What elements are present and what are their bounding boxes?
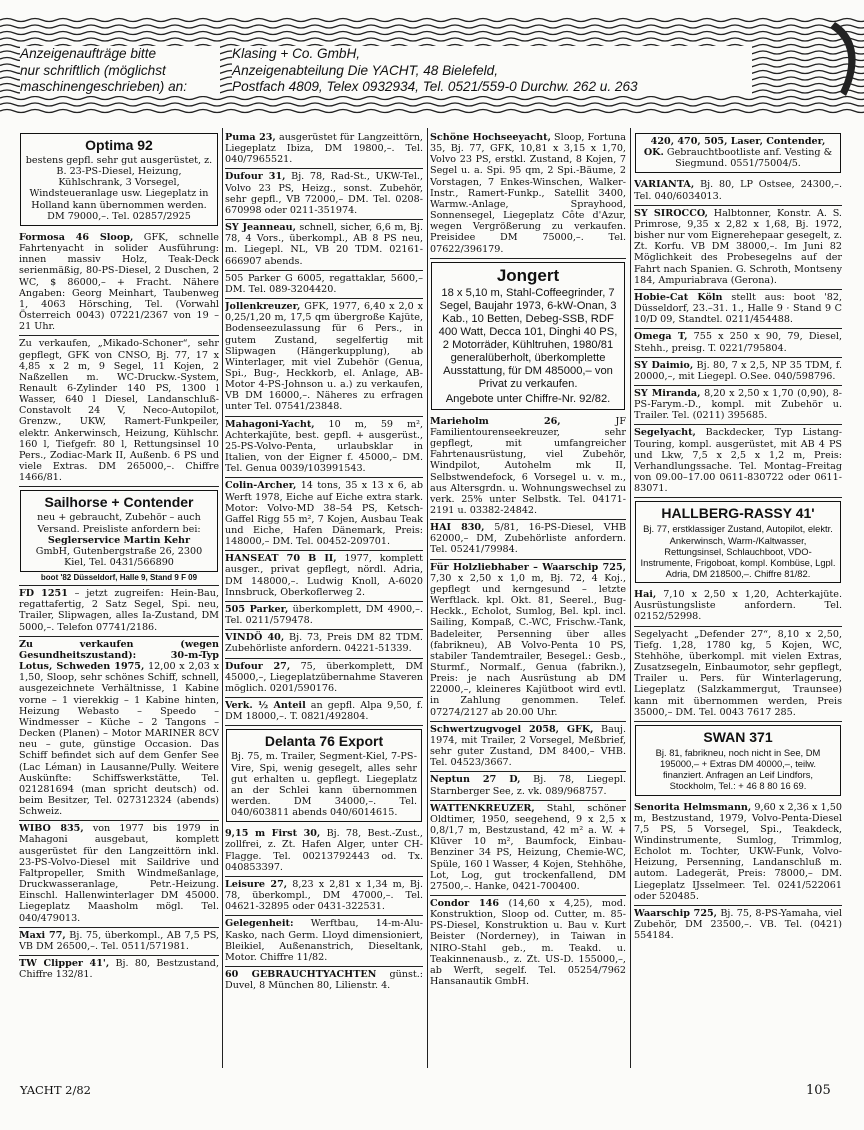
ad-lead: Puma 23, xyxy=(225,132,276,143)
boxed-ad-title: HALLBERG-RASSY 41' xyxy=(661,505,815,522)
order-instructions-line: maschinengeschrieben) an: xyxy=(20,79,188,94)
ad-text: (14,60 x 4,25), mod. Konstruktion, Sloop od. Cutter, m. 85-PS-Diesel, Konstruktion u. Bau v. Kurt Beister (Norderney), in Taiwan in NIRO-Stahl geb., m. Teakd. u. Teakinnenausb., z. Zt. US-D. 155000,–, ab Werft, segelf. Tel. 05254/7962 Hansanautik GmbH. xyxy=(430,897,626,988)
classified-ad xyxy=(225,130,423,169)
order-instructions-line: nur schriftlich (möglichst xyxy=(20,62,166,78)
classified-ad xyxy=(430,130,626,259)
ad-text: 8,20 x 2,50 x 1,70 (0,90), 8-PS-Farym.-D., kompl. mit Zubehör u. Trailer. Tel. (0211) 395685. xyxy=(634,387,842,422)
ad-text: Bauj. 1974, mit Trailer, 2 Vorsegel, Meßbrief, sehr guter Zustand, DM 8400,– VHB. Tel. 04523/3667. xyxy=(430,723,626,769)
classified-ad xyxy=(430,414,626,520)
classified-ad xyxy=(634,177,842,205)
ad-lead: Zu verkaufen (wegen Gesundheitszustand): 30-m-Typ Lotus, Schweden 1975, xyxy=(19,638,219,673)
ad-lead: Leisure 27, xyxy=(225,878,288,890)
wave-line xyxy=(0,38,864,41)
ad-lead: Condor 146 xyxy=(430,897,500,909)
publisher-address-line: Anzeigenabteilung Die YACHT, 48 Bielefeld, xyxy=(232,62,499,78)
wave-line xyxy=(0,110,864,113)
ad-lead: SY Jeanneau, xyxy=(225,222,296,234)
ad-lead: 60 GEBRAUCHTYACHTEN xyxy=(225,969,377,980)
column-rule xyxy=(427,128,428,1068)
classified-ad xyxy=(225,698,423,726)
ad-lead: Verk. ½ Anteil xyxy=(225,700,306,712)
ad-text: Bj. 73, Preis DM 82 TDM. Zubehörliste anfordern. 04221-51339. xyxy=(225,632,423,655)
classified-ad xyxy=(19,586,219,637)
wave-line xyxy=(0,97,864,100)
ad-text: 9,60 x 2,36 x 1,50 m, Bestzustand, 1979, Volvo-Penta-Diesel 7,5 PS, 5 Vorsegel, Spi., Teakdeck, Windinstrumente, Sumlog, Trimmlog, Echolot m. Tochter, UKW-Funk, Volvo-Heizung, Persenning, Landanschluß m. autom. Ladegerät, Preis: 78000,– DM. Liegeplatz IJsselmeer. Tel. 0241/522061 oder 520485. xyxy=(634,801,842,902)
ad-lead: Schwertzugvogel 2058, GFK, xyxy=(430,723,594,735)
ad-text: Halbtonner, Konstr. A. S. Primrose, 9,35 x 2,82 x 1,68, Bj. 1972, bisher nur vom Eignerehepaar gesegelt, z. Zt. Korfu. VB DM 38000,–. Im Juni 82 Möglichkeit des Probesegelns auf der Fahrt nach Spanien. G. Schroth, Montseny 184, Ampuriabrava (Gerona). xyxy=(634,207,842,286)
ad-lead: HANSEAT 70 B II, xyxy=(225,553,337,565)
classified-header xyxy=(0,16,864,118)
classified-ad xyxy=(634,386,842,425)
ad-text: 10 m, 59 m², Achterkajüte, best. gepfl. + ausgerüst., 25-PS-Volvo-Penta, urlaubsklar in Italien, von der Eigner f. 45000,– DM. Tel. Genua 0039/103991543. xyxy=(225,418,423,475)
ad-lead: SY Miranda, xyxy=(634,387,701,399)
classified-ad xyxy=(634,206,842,290)
ad-text: Bj. 78, Best.-Zust., zollfrei, z. Zt. Hafen Alger, unter CH-Flagge. Tel. 00213792443 od. Tx. 040853397. xyxy=(225,828,423,873)
ad-text: GFK, schnelle Fahrtenyacht in solider Ausführung: innen massiv Holz, Teak-Deck serienmäßig, 80-PS-Diesel, 2 Duschen, 2 WC, $ 86000,– + Fracht. Nähere Angaben: Georg Meinhart, Taubenweg 1, 4063 Hörsching, Tel. (Vorwahl Österreich 0043) 07221/2367 von 19 – 21 Uhr. xyxy=(19,231,219,333)
ad-text: Bj. 75, überkompl., AB 7,5 PS, VB DM 26500,–. Tel. 0511/571981. xyxy=(19,929,219,952)
wave-line xyxy=(0,19,864,22)
ad-column-1 xyxy=(19,130,219,1076)
ad-lead: WIBO 835, xyxy=(19,823,84,835)
boxed-ad-text: Bj. 81, fabrikneu, noch nicht in See, DM 195000,– + Extras DM 40000,–, teilw. finanziert. Anfragen an Leif Lindfors, Stockholm, Tel.: + 46 8 80 16 69. xyxy=(655,746,821,792)
boxed-ad-swan xyxy=(635,725,841,796)
classified-ad xyxy=(634,358,842,386)
ad-text: Bj. 80, 7 x 2,5, NP 35 TDM, f. 20000,–, mit Liegepl. O.See. 040/598796. xyxy=(634,359,842,382)
ad-lead: Maxi 77, xyxy=(19,929,66,941)
classified-ad xyxy=(430,520,626,559)
classified-ad xyxy=(19,928,219,956)
wave-line xyxy=(0,25,864,28)
boxed-ad-text: Bj. 75, m. Trailer, Segment-Kiel, 7-PS-Vire, Spi, wenig gesegelt, alles sehr gut erhalten u. gepflegt. Liegeplatz an der Schlei kann übernommen werden. DM 34000,–. Tel. 040/603811 abends 040/6014615. xyxy=(231,751,417,819)
classified-ad xyxy=(634,587,842,626)
ad-text: überkomplett, DM 4900,–. Tel. 0211/579478. xyxy=(225,603,423,627)
ad-lead: Hobie-Cat Köln xyxy=(634,291,723,303)
ad-text: Bj. 80, Bestzustand, Chiffre 132/81. xyxy=(19,958,219,981)
classified-ad xyxy=(225,967,423,994)
order-instructions-line: Anzeigenaufträge bitte xyxy=(20,46,157,61)
ad-text: Zu verkaufen, „Mikado-Schoner“, sehr gepflegt, GFK von CNSO, Bj. 77, 17 x 4,85 x 2 m, 9 Segel, 11 Kojen, 2 Naßzellen m. WC-Druckw.-System, Renault 6-Zylinder 140 PS, 1300 l Wasser, 640 l Diesel, Landanschluß-Constavolt 24 V, Neco-Autopilot, Grenzw., UKW, Ramert-Funkpeiler, elektr. Ankerwinsch, Heizung, Kühlschr. 160 l, Tiefgefr. 80 l, Rettungsinsel 10 Pers., Zodiac-Mark II, Außenb. 6 PS und viele Extras. DM 265000,–. Chiffre 1466/81. xyxy=(19,338,219,484)
boxed-ad-title: SWAN 371 xyxy=(703,728,773,745)
classified-ad xyxy=(19,637,219,822)
wave-line xyxy=(0,103,864,106)
ad-lead: Schöne Hochseeyacht, xyxy=(430,132,551,143)
boxed-ad-optima xyxy=(20,133,218,226)
boxed-ad-jongert xyxy=(431,262,625,410)
ad-text: von 1977 bis 1979 in Mahagoni ausgebaut, komplett ausgerüstet für den Langzeittörn inkl. 23-PS-Volvo-Diesel mit Saildrive und Faltpropeller, Smith Windmeßanlage, Druckwasseranlage, Petr.-Heizung. Einschl. Hallenwinterlager DM 45000. Liegeplatz Maasholm mögl. Tel. 040/479013. xyxy=(19,823,219,924)
ad-text: JF Familientourenseekreuzer, sehr gepflegt, mit umfangreicher Fahrtenausrüstung, viel Zubehör, Windpilot, Autohelm mk II, Selbstwendefock, 6 Vorsegel u. v. m., aus Altersgrdn. u. Wohnungswechsel zu verk. 25% unter Selbstk. Tel. 04171-2191 u. 03382-24842. xyxy=(430,415,626,516)
publisher-address-line: Klasing + Co. GmbH, xyxy=(232,46,361,61)
ad-text: 1977, komplett ausger., privat gepflegt, nördl. Adria, DM 148000,–. Ludwig Knoll, A-6020 Innsbruck, Oberkoflerweg 2. xyxy=(225,553,423,598)
classified-ad xyxy=(430,560,626,722)
classified-ad xyxy=(19,956,219,983)
ad-text: Bj. 75, 8-PS-Yamaha, viel Zubehör, DM 23500,–. VB. Tel. (0421) 554184. xyxy=(634,907,842,942)
ad-lead: VARIANTA, xyxy=(634,179,695,191)
classified-ad xyxy=(634,329,842,357)
classified-ad xyxy=(225,169,423,220)
ad-lead: Dufour 31, xyxy=(225,171,286,183)
classified-ad xyxy=(225,602,423,630)
classified-ad xyxy=(430,722,626,773)
boxed-ad-sailhorse xyxy=(20,490,218,572)
column-rule xyxy=(630,128,631,1068)
classified-ad xyxy=(634,425,842,498)
column-rule xyxy=(222,128,223,1068)
ad-text: Bj. 78, Rad-St., UKW-Tel., Volvo 23 PS, Heizg., sonst. Zubehör, sehr gepfl., VB 72000,– DM. Tel. 0208-670998 oder 0211-351974. xyxy=(225,171,423,216)
ad-lead: 505 Parker, xyxy=(225,603,289,615)
issue-footer: YACHT 2/82 xyxy=(20,1083,91,1097)
ad-text: Backdecker, Typ Listang-Touring, kompl. ausgerüstet, mit AB 4 PS und Lkw, 7,5 x 2,5 x 1,2 m, Preis: Verhandlungssache. Tel. Montag–Freitag von 09.00–17.00 0611-830722 oder 0611-83071. xyxy=(634,427,842,495)
ad-lead: 9,15 m First 30, xyxy=(225,828,321,840)
boxed-ad-text: 18 x 5,10 m, Stahl-Coffeegrinder, 7 Segel, Baujahr 1973, 6-kW-Onan, 3 Kab., 10 Betten, Debeg-SSB, RDF 400 Watt, Decca 101, Dinghi 40 PS, 2 Motorräder, Kühltruhen, 1980/81 generalüberholt, überkomplette Ausstattung, für DM 485000,– von Privat zu verkaufen. xyxy=(438,286,618,390)
classified-ad xyxy=(430,772,626,800)
classified-ad xyxy=(225,417,423,479)
classified-ad xyxy=(225,630,423,658)
classified-ad xyxy=(225,916,423,967)
boxed-ad-text: neu + gebraucht, Zubehör – auch Versand. Preisliste anfordern bei: xyxy=(37,512,201,535)
ad-lead: Jollenkreuzer, xyxy=(225,301,301,313)
boxed-ad-hallberg-rassy xyxy=(635,501,841,583)
ad-text: Bj. 78, Liegepl. Starnberger See, z. vk. 089/968757. xyxy=(430,774,626,797)
ad-text: 7,10 x 2,50 x 1,20, Achterkajüte. Ausrüstungsliste anfordern. Tel. 02152/52998. xyxy=(634,589,842,623)
ad-text: ausgerüstet für Langzeittörn, Liegeplatz Ibiza, DM 19800,–. Tel. 040/7965521. xyxy=(225,132,423,166)
ad-column-2 xyxy=(225,130,423,1076)
ad-text: 8,23 x 2,81 x 1,34 m, Bj. 78, überkompl., DM 47000,–. Tel. 04621-32895 oder 0431-322531. xyxy=(225,878,423,913)
boxed-ad-title: Jongert xyxy=(496,265,560,285)
classified-ad xyxy=(225,478,423,551)
ad-lead: VINDÖ 40, xyxy=(225,632,285,644)
ad-lead: Neptun 27 D, xyxy=(430,774,521,786)
ad-text: stellt aus: boot '82, Düsseldorf, 23.–31. 1., Halle 9 · Stand 9 C 10/D 09, Standtel. 0211/454488. xyxy=(634,291,842,326)
ad-text: Segelyacht „Defender 27“, 8,10 x 2,50, Tiefg. 1,28, 1780 kg, 5 Kojen, WC, Stehhöhe, überkompl. mit vielen Extras, Zusatzsegeln, Einbaumotor, sehr gepflegt, Trailer u. Pers. für Winterlagerung, Liegeplatz (Salzkammergut, Traunsee) kann mit übernommen werden, Preis 35000,– DM. Tel. 0043 7617 285. xyxy=(634,628,842,718)
boxed-ad-title: Delanta 76 Export xyxy=(264,733,384,750)
classified-ad xyxy=(430,801,626,896)
boxed-ad-title: 420, 470, 505, Laser, Contender, OK. xyxy=(643,136,826,159)
ad-text: an gepfl. Alpa 9,50, f. DM 18000,–. T. 0821/492804. xyxy=(225,700,423,723)
ad-lead: TW Clipper 41', xyxy=(19,958,110,969)
classified-ad xyxy=(225,877,423,916)
ad-lead: Omega T, xyxy=(634,331,688,343)
ad-lead: SY SIROCCO, xyxy=(634,207,708,219)
ad-text: Werftbau, 14-m-Alu-Kasko, nach Germ. Lloyd dimensioniert, Bleikiel, Außenanstrich, Dieseltank, Motor. Chiffre 11/82. xyxy=(225,918,423,963)
ad-lead: Gelegenheit: xyxy=(225,918,294,930)
boxed-ad-text: bestens gepfl. sehr gut ausgerüstet, z. B. 23-PS-Diesel, Heizung, Kühlschrank, 3 Vorsegel, Windsteueranlage usw. Liegeplatz in Holland kann übernommen werden. DM 79000,–. Tel. 02857/2925 xyxy=(25,155,213,222)
ad-text: 12,00 x 2,03 x 1,50, Sloop, sehr schönes Schiff, schnell, ausgezeichnete Verhältnisse, 1 Kabine vorne – 1 vierekkig – 1 Kabine hinten, Heizung Webasto – Speedo – Windmesser – Küche – 2 Tangons – Decken (Planen) – Motor MARINER 8CV neu – gute, günstige Occasion. Das Schiff befindet sich auf dem Genfer See (Lac Léman) in Lausanne/Pully. Weitere Auskünfte: Schiffswerkstätte, Tel. 021281694 (man spricht deutsch) od. beim Besitzer, Tel. 027312324 (abends) Schweiz. xyxy=(19,661,219,818)
ad-lead: Senorita Helmsmann, xyxy=(634,801,752,813)
ad-lead: Für Holzliebhaber – Waarschip 725, xyxy=(430,561,626,573)
ad-lead: Hai, xyxy=(634,589,657,601)
ad-column-4 xyxy=(634,130,842,1076)
ad-text: Bj. 80, LP Ostsee, 24300,–. Tel. 040/6034013. xyxy=(634,179,842,202)
ad-lead: SY Daimio, xyxy=(634,359,694,371)
page-number: 105 xyxy=(806,1083,831,1098)
ad-text: 505 Parker G 6005, regattaklar, 5600,– DM. Tel. 089-3204420. xyxy=(225,272,423,295)
ad-lead: FD 1251 xyxy=(19,588,68,600)
ad-column-3 xyxy=(430,130,626,1076)
ad-text: 5/81, 16-PS-Diesel, VHB 62000,– DM, Zubehörliste anfordern. Tel. 05241/79984. xyxy=(430,522,626,556)
ad-lead: Formosa 46 Sloop, xyxy=(19,231,134,243)
classified-ad xyxy=(430,896,626,990)
order-instructions xyxy=(20,46,220,96)
boxed-ad-footnote: boot '82 Düsseldorf, Halle 9, Stand 9 F 09 xyxy=(19,572,219,586)
ad-text: 7,30 x 2,50 x 1,0 m, Bj. 72, 4 Koj., gepflegt und kerngesund – letzte Werftlack. kpl. Okt. 81, Seerel., Bug-Heckk., Echolot, Sumlog, Bel. kpl. incl. Sailing, Kompaß, C.-WC, Frischw.-Tank, Badeleiter, Persenning über alles (fabrikneu), AB Volvo-Penta 10 PS, stabiler Tandemtrailer, Besegel.: Gesb., Sturmf., Normalf., Genua (fabrikn.), Preis: je nach Ausrüstung ab DM 22000,–, kleineres Kajütboot wird evtl. in Zahlung genommen. Telef. 07274/2127 ab 20.00 Uhr. xyxy=(430,572,626,718)
publisher-address xyxy=(232,46,752,96)
ad-text: GFK, 1977, 6,40 x 2,0 x 0,25/1,20 m, 17,5 qm übergroße Kajüte, Bodenseezulassung für 6 Pers., in gutem Zustand, segelfertig mit Slipwagen (Hängerkupplung), ab Winterlager, mit viel Zubehör (Genua, Spi., Bug-, Heckkorb, el. Anlage, AB-Motor 4-PS-Johnson u. a.) zu verkaufen, VB DM 16000,–. Näheres zu erfragen unter Tel. 07541/23848. xyxy=(225,301,423,413)
classified-ad xyxy=(19,821,219,927)
boxed-ad-text: Bj. 77, erstklassiger Zustand, Autopilot, elektr. Ankerwinsch, Warm-/Kaltwasser, Rettungsinsel, Schlauchboot, VDO-Instrumente, Frigoboat, kompl. Kombüse, Lgpl. Adria, DM 218500,–. Chiffre 81/82. xyxy=(640,523,836,579)
ad-lead: Mahagoni-Yacht, xyxy=(225,418,315,430)
ad-text: 755 x 250 x 90, 79, Diesel, Stehh., preisg. T. 0221/795804. xyxy=(634,331,842,354)
classified-ad xyxy=(225,551,423,602)
ad-lead: Waarschip 725, xyxy=(634,907,718,919)
boxed-ad-dinghies xyxy=(635,133,841,173)
boxed-ad-name: Seglerservice Martin Kehr xyxy=(47,534,191,546)
classified-ad xyxy=(634,906,842,944)
publisher-address-line: Postfach 4809, Telex 0932934, Tel. 0521/559-0 Durchw. 262 u. 263 xyxy=(232,79,638,94)
ad-lead: Dufour 27, xyxy=(225,660,291,672)
boxed-ad-title: Sailhorse + Contender xyxy=(44,494,194,511)
classified-ad xyxy=(225,271,423,299)
boxed-ad-footnote: Angebote unter Chiffre-Nr. 92/82. xyxy=(445,392,611,405)
classified-ad xyxy=(19,336,219,487)
classified-ad xyxy=(225,220,423,271)
boxed-ad-text xyxy=(640,136,836,169)
boxed-ad-title: Optima 92 xyxy=(85,137,153,153)
ad-lead: HAI 830, xyxy=(430,522,485,534)
boxed-ad-delanta xyxy=(226,729,422,822)
classified-ad xyxy=(634,800,842,906)
ad-lead: Colin-Archer, xyxy=(225,480,297,492)
ad-text: 14 tons, 35 x 13 x 6, ab Werft 1978, Eiche auf Eiche extra stark. Motor: Volvo-MD 38–54 PS, Ketsch-Gaffel Rigg 55 m², 7 Kojen, Ausbau Teak und Eiche, Hafen Dänemark, Preis: 148000,– DM. Tel. 00452-209701. xyxy=(225,480,423,548)
classified-ad xyxy=(225,826,423,877)
ad-text: Stahl, schöner Oldtimer, 1950, seegehend, 9 x 2,5 x 0,8/1,7 m, Bestzustand, 42 m² a. W. + Klüver 10 m², Baumfock, Einbau-Benziner 34 PS, Heizung, Chemie-WC, Spüle, 160 l Wasser, 4 Kojen, Stehhöhe, Lot, Log, gut trockenfallend, DM 27500,–. Hanke, 0421-700400. xyxy=(430,802,626,892)
ad-text: Sloop, Fortuna 35, Bj. 77, GFK, 10,81 x 3,15 x 1,70, Volvo 23 PS, erstkl. Zustand, 8 Kojen, 7 Segel u. a. Spi. 95 qm, 2 Spi.-Bäume, 2 Vorstagen, 7 Enkes-Winschen, Walker-Instr., Ramert-Funkp., Satellit 3400, Warmw.-Anlage, Sprayhood, Sonnensegel, Liegeplatz Côte d'Azur, wegen Vergrößerung zu verkaufen. Preisidee DM 75000,–. Tel. 07622/396179. xyxy=(430,132,626,255)
boxed-ad-address: GmbH, Gutenbergstraße 26, 2300 Kiel, Tel. 0431/566890 xyxy=(35,545,203,568)
ad-text: schnell, sicher, 6,6 m, Bj. 78, 4 Vors., überkompl., AB 8 PS neu, m. Liegepl. NL, VB 20 TDM. 02161-666907 abends. xyxy=(225,222,423,267)
ad-lead: Segelyacht, xyxy=(634,427,696,439)
classified-ad xyxy=(634,290,842,329)
ad-text: 75, überkomplett, DM 45000,–, Liegeplatzübernahme Staveren möglich. 0201/590176. xyxy=(225,660,423,694)
ad-lead: Marieholm 26, xyxy=(430,415,561,427)
classified-ad xyxy=(225,659,423,698)
classified-ad xyxy=(225,299,423,417)
classified-ad xyxy=(634,627,842,722)
ad-text: günst.: Duvel, 8 München 80, Lilienstr. 4. xyxy=(225,969,423,992)
ad-lead: WATTENKREUZER, xyxy=(430,802,535,814)
boxed-ad-body: Gebrauchtbootliste anf. Vesting & Siegmund. 0551/75004/5. xyxy=(663,147,833,170)
classified-ad xyxy=(19,230,219,336)
wave-line xyxy=(0,32,864,35)
ad-text: – jetzt zugreifen: Hein-Bau, regattafertig, 2 Satz Segel, Spi. neu, Trailer, Slipwagen, alles Ia-Zustand, DM 5000,–. Telefon 07741/2186. xyxy=(19,588,219,633)
